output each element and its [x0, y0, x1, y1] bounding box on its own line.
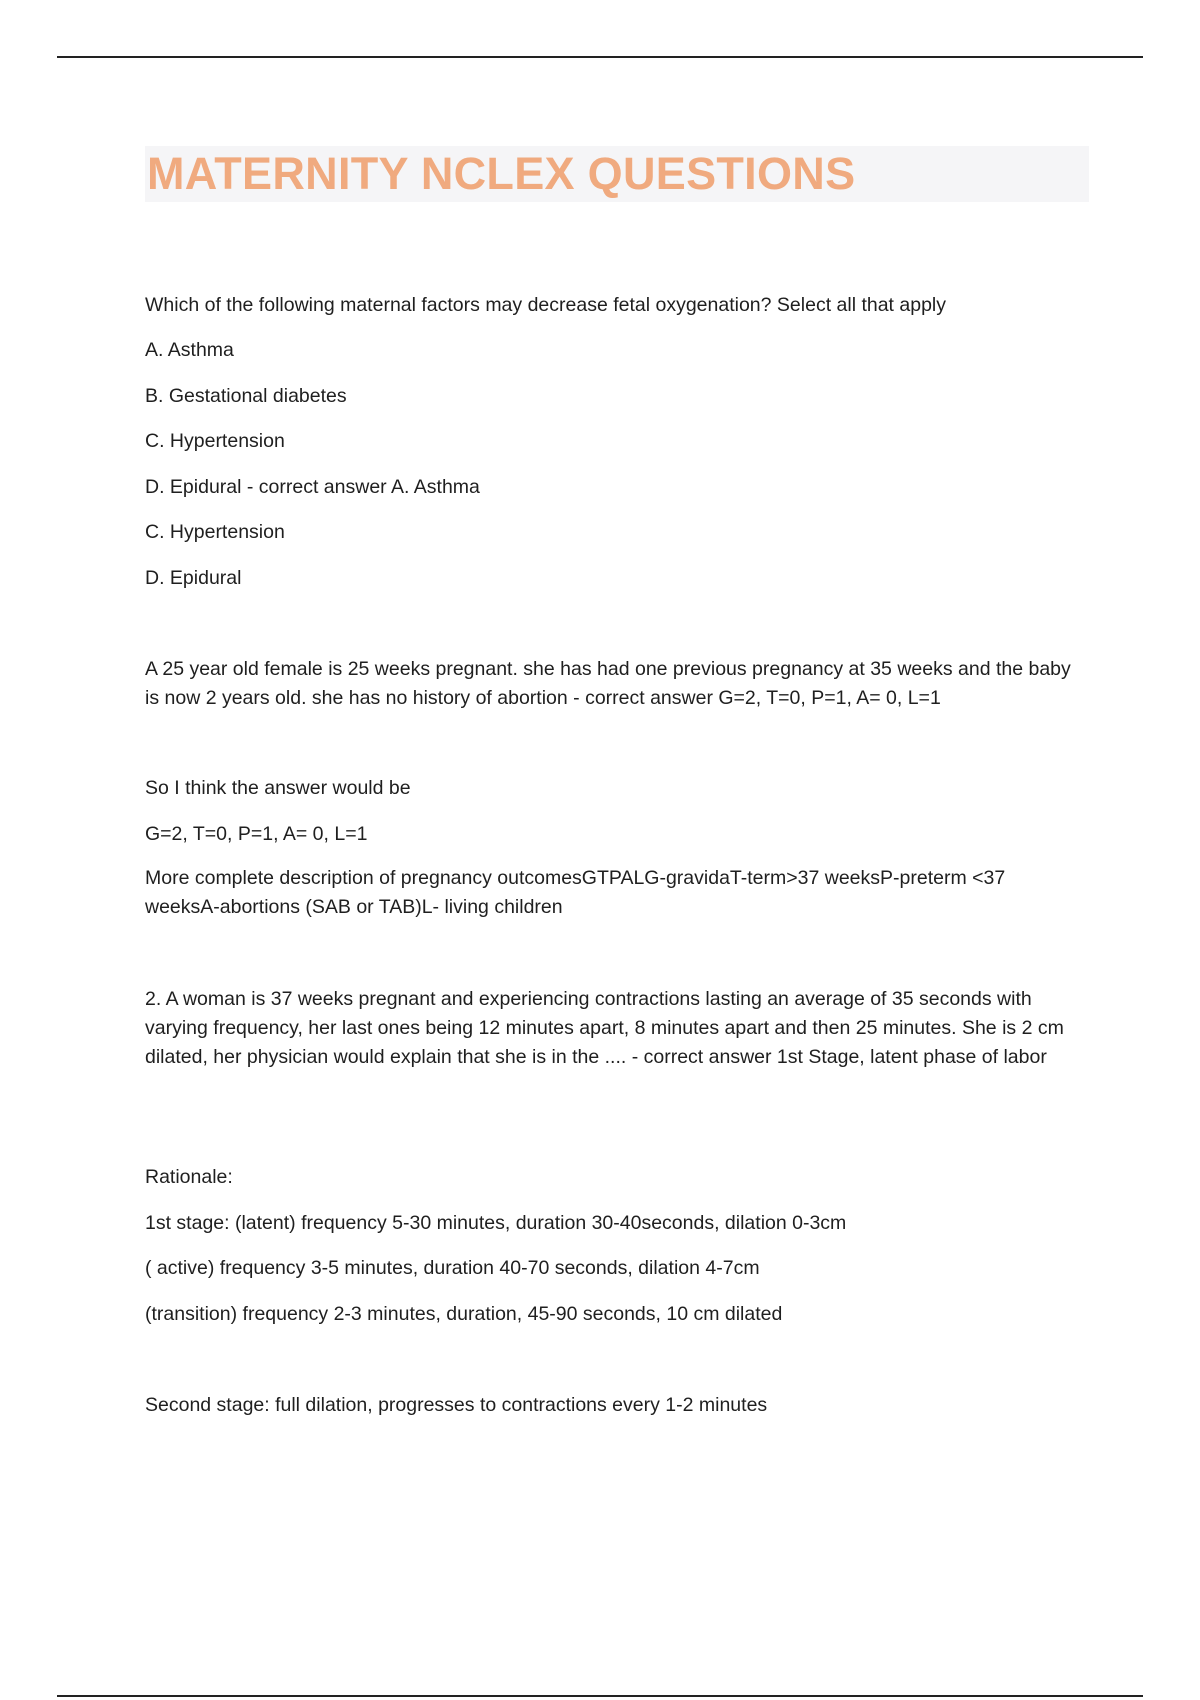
q1-option-c: C. Hypertension — [145, 430, 285, 452]
q3-second-stage: Second stage: full dilation, progresses to contractions every 1-2 minutes — [145, 1394, 768, 1416]
q1-answer-c: C. Hypertension — [145, 521, 285, 543]
document-title: MATERNITY NCLEX QUESTIONS — [147, 148, 856, 199]
top-rule — [57, 56, 1143, 58]
q2-description: More complete description of pregnancy outcomesGTPALG-gravidaT-term>37 weeksP-preterm <37 weeksA-abortions (SAB or TAB)L- living children — [145, 867, 1006, 918]
q2-answer: G=2, T=0, P=1, A= 0, L=1 — [145, 823, 368, 845]
bottom-rule — [57, 1695, 1143, 1697]
q3-question: 2. A woman is 37 weeks pregnant and experiencing contractions lasting an average of 35 seconds with varying frequency, her last ones being 12 minutes apart, 8 minutes apart and then 25 minutes. She is 2 cm dilated, her physician would explain that she is in the .... - correct answer 1st Stage, latent phase of labor — [145, 988, 1064, 1068]
q3-rationale-transition: (transition) frequency 2-3 minutes, duration, 45-90 seconds, 10 cm dilated — [145, 1303, 783, 1325]
q1-option-a: A. Asthma — [145, 339, 234, 361]
q3-rationale-latent: 1st stage: (latent) frequency 5-30 minutes, duration 30-40seconds, dilation 0-3cm — [145, 1212, 847, 1234]
q1-question: Which of the following maternal factors may decrease fetal oxygenation? Select all that apply — [145, 294, 947, 316]
q1-option-b: B. Gestational diabetes — [145, 385, 347, 407]
q3-rationale-active: ( active) frequency 3-5 minutes, duration 40-70 seconds, dilation 4-7cm — [145, 1257, 760, 1279]
q2-think: So I think the answer would be — [145, 777, 411, 799]
q3-rationale-label: Rationale: — [145, 1166, 233, 1188]
q1-option-d-answer: D. Epidural - correct answer A. Asthma — [145, 476, 480, 498]
q1-answer-d: D. Epidural — [145, 567, 242, 589]
q2-question: A 25 year old female is 25 weeks pregnant. she has had one previous pregnancy at 35 weeks and the baby is now 2 years old. she has no history of abortion - correct answer G=2, T=0, P=1, A= 0, L=1 — [145, 658, 1071, 709]
